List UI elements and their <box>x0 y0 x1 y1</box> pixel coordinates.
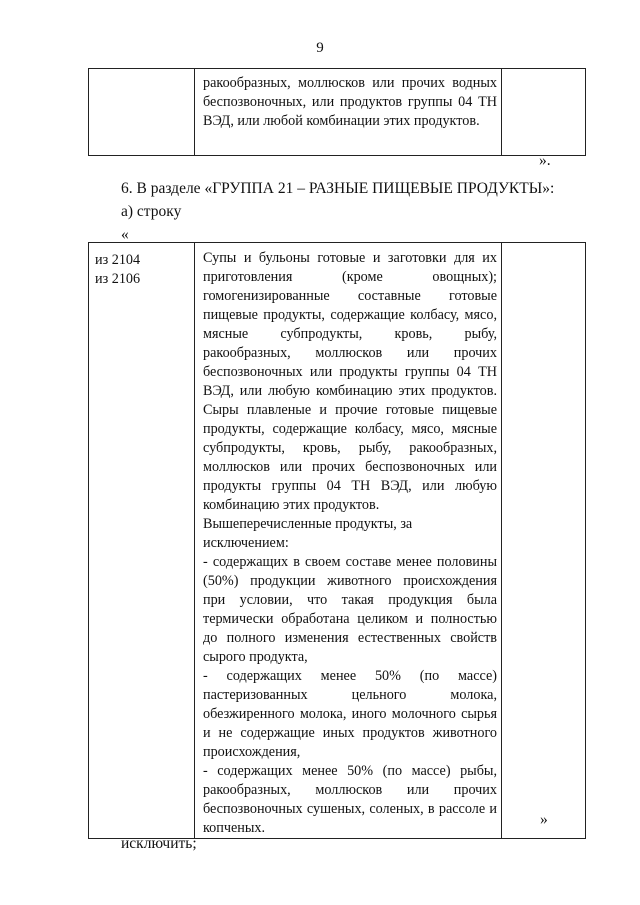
hs-code: из 2104 <box>95 252 141 268</box>
description-cell <box>195 69 502 156</box>
page-number: 9 <box>316 40 324 56</box>
section-heading: 6. В разделе «ГРУППА 21 – РАЗНЫЕ ПИЩЕВЫЕ ПРОДУКТЫ»: <box>121 180 555 197</box>
goods-table <box>88 242 586 839</box>
continuation-table <box>88 68 586 156</box>
sub-item-label: а) строку <box>121 203 182 220</box>
closing-quote: ». <box>539 152 551 169</box>
exception-item: - содержащих менее 50% (по массе) рыбы, ракообразных, моллюсков или прочих беспозвоночных сушеных, соленых, в рассоле и копченых. <box>203 763 497 836</box>
extra-cell <box>502 243 586 839</box>
final-instruction: исключить; <box>121 835 197 852</box>
exceptions-heading: Вышеперечисленные продукты, за исключением: <box>203 516 413 551</box>
code-cell <box>89 69 195 156</box>
exception-item: - содержащих менее 50% (по массе) пастеризованных цельного молока, обезжиренного молока, иного молочного сырья и не содержащие иных продуктов животного происхождения, <box>203 668 497 760</box>
closing-quote: » <box>540 811 548 828</box>
description-cell <box>195 243 502 839</box>
exception-item: - содержащих в своем составе менее половины (50%) продукции животного происхождения при условии, что такая продукция была термически обработана целиком и полностью до полного изменения естественных свойств сырого продукта, <box>203 554 497 665</box>
hs-code: из 2106 <box>95 271 141 287</box>
description-text: ракообразных, моллюсков или прочих водных беспозвоночных, или продуктов группы 04 ТН ВЭД, или любой комбинации этих продуктов. <box>203 75 497 129</box>
description-paragraph: Супы и бульоны готовые и заготовки для их приготовления (кроме овощных); гомогенизированные составные готовые пищевые продукты, содержащие колбасу, мясо, мясные субпродукты, кровь, рыбу, ракообразных, моллюсков или прочих беспозвоночных или продукты группы 04 ТН ВЭД, или любую комбинацию этих продуктов. Сыры плавленые и прочие готовые пищевые продукты, содержащие колбасу, мясо, мясные субпродукты, кровь, рыбу, ракообразных, моллюсков или прочих беспозвоночных или продукты группы 04 ТН ВЭД, или любую комбинацию этих продуктов. <box>203 250 497 513</box>
opening-quote: « <box>121 226 129 243</box>
table-row <box>89 69 586 156</box>
table-row <box>89 243 586 839</box>
code-cell <box>89 243 195 839</box>
extra-cell <box>502 69 586 156</box>
